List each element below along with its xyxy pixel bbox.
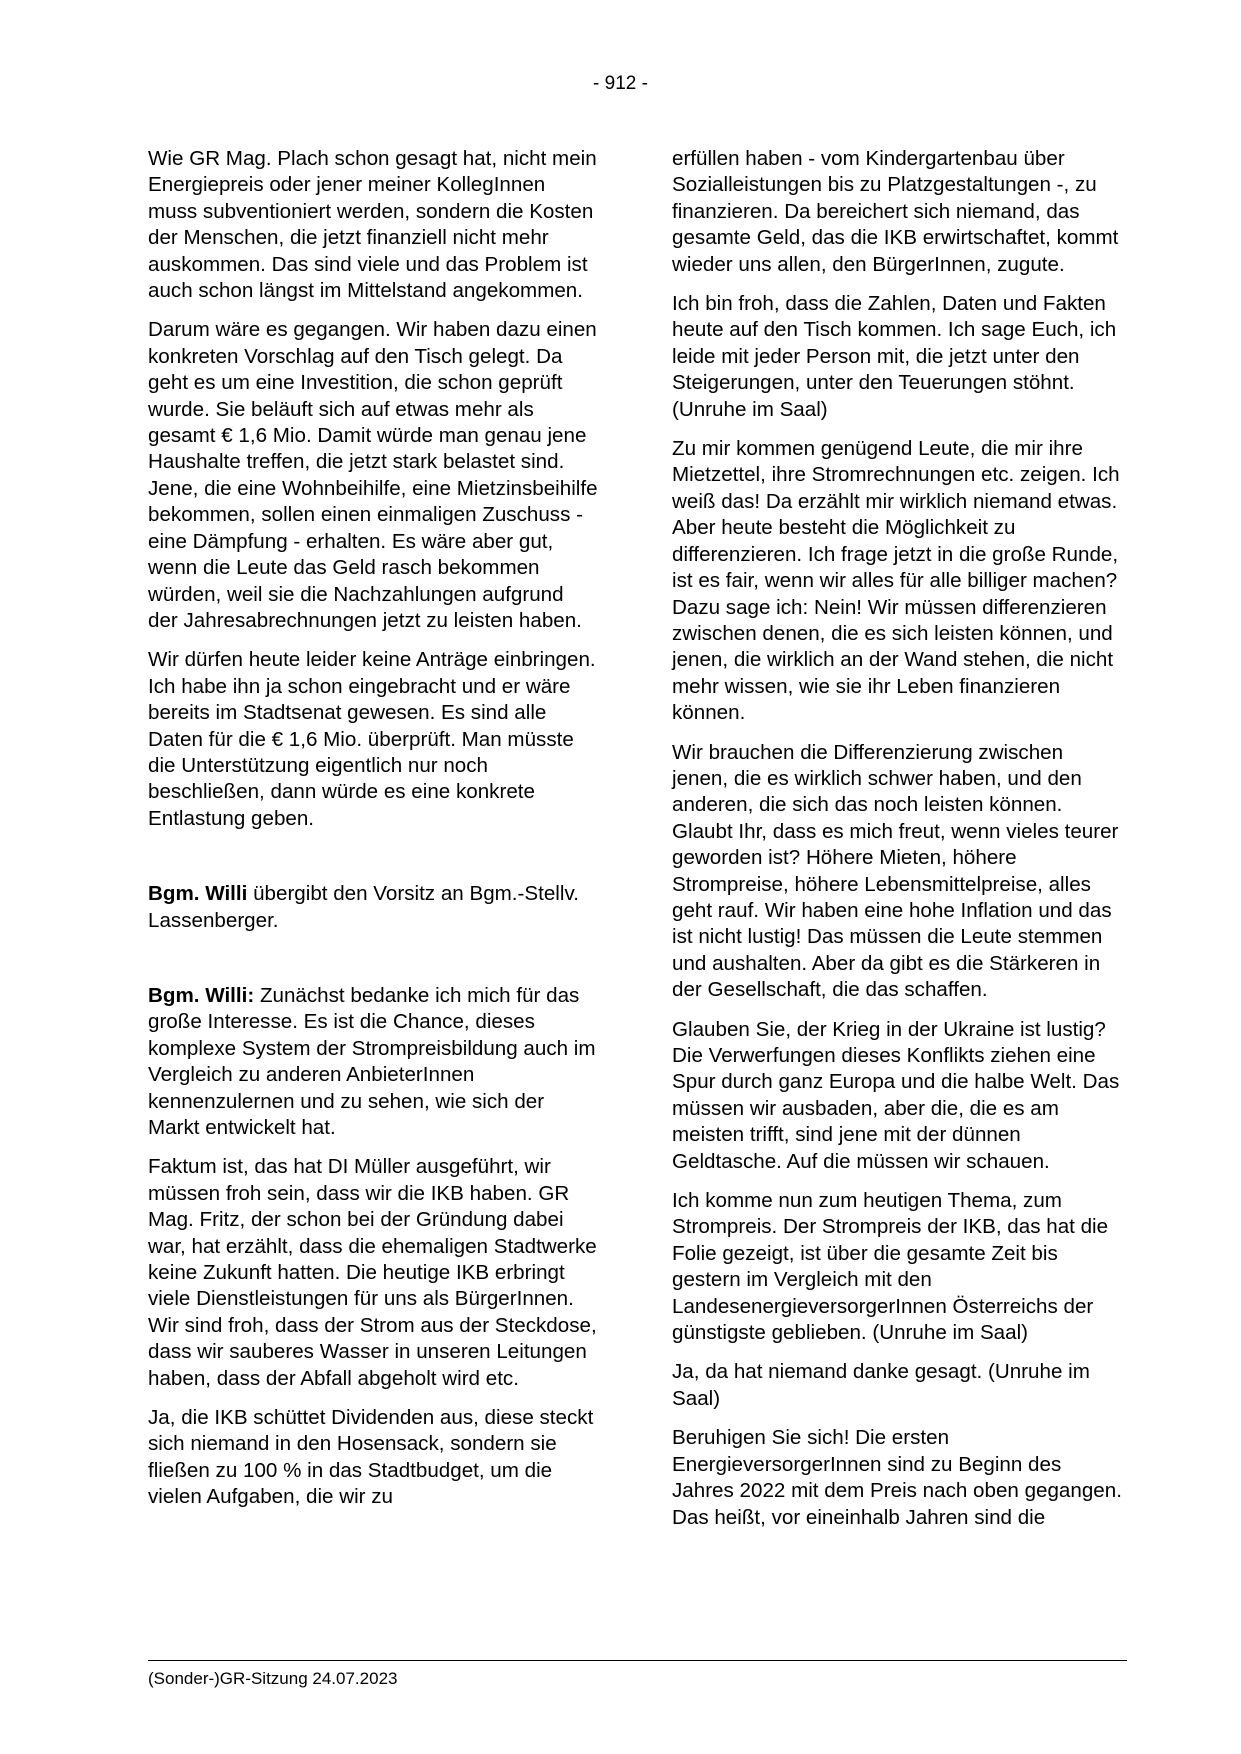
speech-opening [148, 983, 598, 1141]
speech-text: Zunächst bedanke ich mich für das große Interesse. Es ist die Chance, dieses komplexe System der Strompreisbildung auch im Vergleich zu anderen AnbieterInnen kennenzulernen und zu sehen, wie sich der Markt entwickelt hat. [148, 983, 596, 1139]
right-column [672, 146, 1122, 1544]
paragraph: Ja, da hat niemand danke gesagt. (Unruhe im Saal) [672, 1360, 1090, 1410]
left-column [148, 146, 598, 1524]
speaker-name: Bgm. Willi [148, 882, 248, 906]
paragraph: Darum wäre es gegangen. Wir haben dazu einen konkreten Vorschlag auf den Tisch gelegt. Da geht es um eine Investition, die schon geprüft wurde. Sie beläuft sich auf etwas mehr als gesamt € 1,6 Mio. Damit würde man genau jene Haushalte treffen, die jetzt stark belastet sind. Jene, die eine Wohnbeihilfe, eine Mietzinsbeihilfe bekommen, sollen einen einmaligen Zuschuss - eine Dämpfung - erhalten. Es wäre aber gut, wenn die Leute das Geld rasch bekommen würden, weil sie die Nachzahlungen aufgrund der Jahresabrechnungen jetzt zu leisten haben. [148, 318, 598, 632]
paragraph: Ja, die IKB schüttet Dividenden aus, diese steckt sich niemand in den Hosensack, sondern sie fließen zu 100 % in das Stadtbudget, um die vielen Aufgaben, die wir zu [148, 1406, 594, 1509]
spacer [148, 845, 598, 881]
footer-session-label: (Sonder-)GR-Sitzung 24.07.2023 [148, 1669, 398, 1688]
paragraph: Wir dürfen heute leider keine Anträge einbringen. Ich habe ihn ja schon eingebracht und er wäre bereits im Stadtsenat gewesen. Es sind alle Daten für die € 1,6 Mio. überprüft. Man müsste die Unterstützung eigentlich nur noch beschließen, dann würde es eine konkrete Entlastung geben. [148, 648, 596, 830]
paragraph: Glauben Sie, der Krieg in der Ukraine ist lustig? Die Verwerfungen dieses Konflikts ziehen eine Spur durch ganz Europa und die halbe Welt. Das müssen wir ausbaden, aber die, die es am meisten trifft, sind jene mit der dünnen Geldtasche. Auf die müssen wir schauen. [672, 1017, 1120, 1173]
paragraph: Wie GR Mag. Plach schon gesagt hat, nicht mein Energiepreis oder jener meiner KollegInnen muss subventioniert werden, sondern die Kosten der Menschen, die jetzt finanziell nicht mehr auskommen. Das sind viele und das Problem ist auch schon längst im Mittelstand angekommen. [148, 147, 597, 303]
spacer [148, 947, 598, 983]
paragraph: Ich bin froh, dass die Zahlen, Daten und Fakten heute auf den Tisch kommen. Ich sage Euch, ich leide mit jeder Person mit, die jetzt unter den Steigerungen, unter den Teuerungen stöhnt. (Unruhe im Saal) [672, 292, 1117, 421]
handover-text: übergibt den Vorsitz an Bgm.-Stellv. Lassenberger. [148, 882, 579, 932]
paragraph: Ich komme nun zum heutigen Thema, zum Strompreis. Der Strompreis der IKB, das hat die Folie gezeigt, ist über die gesamte Zeit bis gestern im Vergleich mit den LandesenergieversorgerInnen Österreichs der günstigste geblieben. (Unruhe im Saal) [672, 1189, 1109, 1345]
speaker-name: Bgm. Willi: [148, 983, 255, 1007]
paragraph: Faktum ist, das hat DI Müller ausgeführt, wir müssen froh sein, dass wir die IKB haben. GR Mag. Fritz, der schon bei der Gründung dabei war, hat erzählt, dass die ehemaligen Stadtwerke keine Zukunft hatten. Die heutige IKB erbringt viele Dienstleistungen für uns als BürgerInnen. Wir sind froh, dass der Strom aus der Steckdose, dass wir sauberes Wasser in unseren Leitungen haben, dass der Abfall abgeholt wird etc. [148, 1155, 597, 1390]
paragraph: Beruhigen Sie sich! Die ersten EnergieversorgerInnen sind zu Beginn des Jahres 2022 mit dem Preis nach oben gegangen. Das heißt, vor eineinhalb Jahren sind die [672, 1426, 1122, 1529]
paragraph: erfüllen haben - vom Kindergartenbau über Sozialleistungen bis zu Platzgestaltungen -, zu finanzieren. Da bereichert sich niemand, das gesamte Geld, das die IKB erwirtschaftet, kommt wieder uns allen, den BürgerInnen, zugute. [672, 147, 1119, 276]
paragraph: Zu mir kommen genügend Leute, die mir ihre Mietzettel, ihre Stromrechnungen etc. zeigen. Ich weiß das! Da erzählt mir wirklich niemand etwas. Aber heute besteht die Möglichkeit zu differenzieren. Ich frage jetzt in die große Runde, ist es fair, wenn wir alles für alle billiger machen? Dazu sage ich: Nein! Wir müssen differenzieren zwischen denen, die es sich leisten können, und jenen, die wirklich an der Wand stehen, die nicht mehr wissen, wie sie ihr Leben finanzieren können. [672, 437, 1120, 725]
chair-handover-note [148, 881, 598, 934]
footer-divider [148, 1660, 1127, 1661]
paragraph: Wir brauchen die Differenzierung zwischen jenen, die es wirklich schwer haben, und den anderen, die sich das noch leisten können. Glaubt Ihr, dass es mich freut, wenn vieles teurer geworden ist? Höhere Mieten, höhere Strompreise, höhere Lebensmittelpreise, alles geht rauf. Wir haben eine hohe Inflation und das ist nicht lustig! Das müssen die Leute stemmen und aushalten. Aber da gibt es die Stärkeren in der Gesellschaft, die das schaffen. [672, 740, 1119, 1002]
page-number: - 912 - [593, 73, 648, 94]
